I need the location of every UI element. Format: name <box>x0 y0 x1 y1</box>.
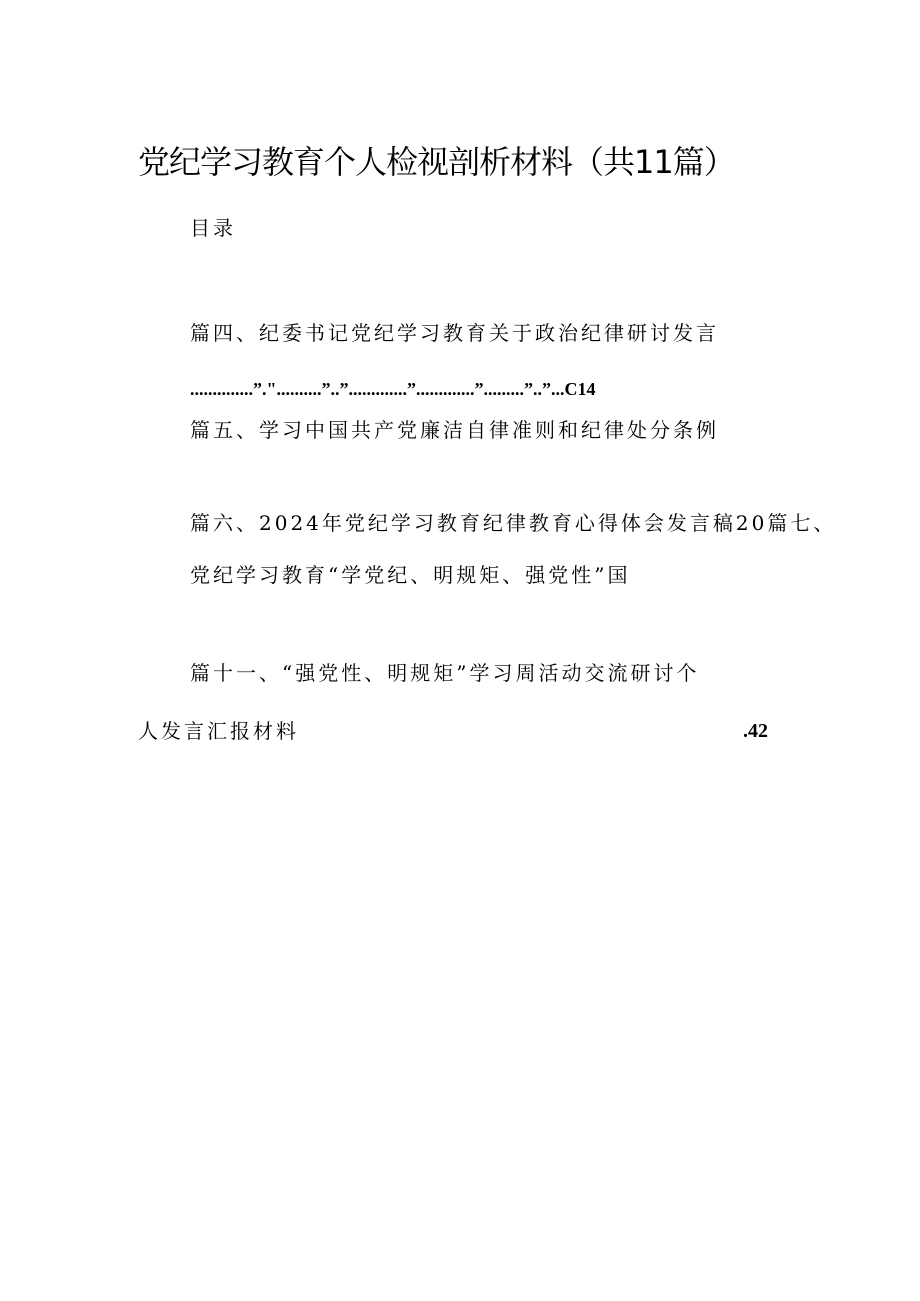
toc-entry-6-7: 篇六、2024年党纪学习教育纪律教育心得体会发言稿20篇七、 <box>190 511 837 535</box>
toc-leader-dots: ..............”."..........”..”.............”.............”.........”..”...C14 <box>190 379 596 399</box>
toc-heading: 目录 <box>190 216 236 240</box>
toc-entry-5: 篇五、学习中国共产党廉洁自律准则和纪律处分条例 <box>190 418 719 442</box>
toc-entry-4: 篇四、纪委书记党纪学习教育关于政治纪律研讨发言 <box>190 321 719 345</box>
toc-entry-11: 篇十一、“强党性、明规矩”学习周活动交流研讨个 <box>190 661 700 685</box>
toc-entry-11-cont: 人发言汇报材料 <box>138 719 299 743</box>
document-title: 党纪学习教育个人检视剖析材料（共11篇） <box>138 143 735 181</box>
toc-page-number: .42 <box>743 720 768 742</box>
toc-entry-7-cont: 党纪学习教育“学党纪、明规矩、强党性”国 <box>190 563 631 587</box>
